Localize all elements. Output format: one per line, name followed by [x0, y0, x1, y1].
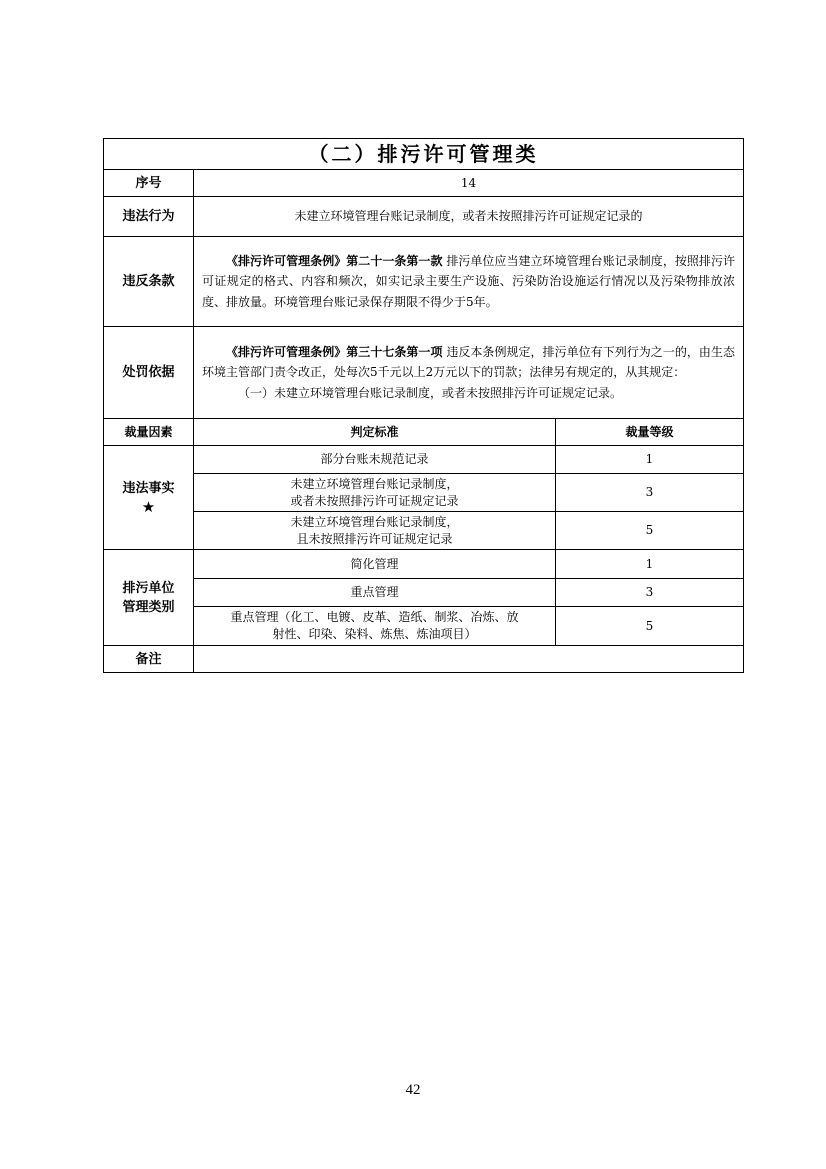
facts-level-3: 5 [556, 512, 744, 550]
criteria-header: 判定标准 [194, 419, 556, 446]
facts-criteria-1 [194, 446, 556, 474]
facts-criteria-2-line-2: 或者未按照排污许可证规定记录 [290, 493, 459, 508]
category-criteria-3-line-2: 射性、印染、染料、炼焦、炼油项目） [272, 627, 477, 641]
remarks-value [194, 646, 744, 673]
category-criteria-1-line-1: 简化管理 [350, 556, 399, 571]
violated-clause-text [194, 237, 744, 327]
category-level-1: 1 [556, 550, 744, 579]
violated-clause-body: 排污单位应当建立环境管理台账记录制度，按照排污许可证规定的格式、内容和频次，如实记录主要生产设施、污染防治设施运行情况以及污染物排放浓度、排放量。环境管理台账记录保存期限不得少于5年。 [202, 253, 735, 309]
category-criteria-2-line-1: 重点管理 [350, 585, 399, 599]
facts-criteria-3 [194, 512, 556, 550]
facts-criteria-2 [194, 474, 556, 512]
remarks-label: 备注 [104, 646, 194, 673]
category-level-3: 5 [556, 607, 744, 646]
category-criteria-3-line-1: 重点管理（化工、电镀、皮革、造纸、制浆、冶炼、放 [230, 610, 519, 624]
category-label-line-1: 排污单位 [122, 580, 175, 596]
facts-level-2: 3 [556, 474, 744, 512]
category-criteria-2 [194, 579, 556, 607]
illegal-act-label: 违法行为 [104, 197, 194, 237]
category-level-2: 3 [556, 579, 744, 607]
penalty-basis-text [194, 327, 744, 419]
factor-header: 裁量因素 [104, 419, 194, 446]
penalty-basis-label: 处罚依据 [104, 327, 194, 419]
page-number: 42 [405, 1082, 421, 1098]
facts-criteria-3-line-1: 未建立环境管理台账记录制度， [290, 514, 459, 529]
penalty-basis-body: 违反本条例规定，排污单位有下列行为之一的，由生态环境主管部门责令改正，处每次5千元以上2万元以下的罚款；法律另有规定的，从其规定： [202, 344, 735, 380]
level-header: 裁量等级 [556, 419, 744, 446]
table-title: （二）排污许可管理类 [104, 139, 744, 170]
facts-label [104, 446, 194, 550]
illegal-act-value: 未建立环境管理台账记录制度，或者未按照排污许可证规定记录的 [194, 197, 744, 237]
facts-level-1: 1 [556, 446, 744, 474]
category-label [104, 550, 194, 646]
star-icon: ★ [141, 497, 156, 516]
penalty-discretion-table [103, 138, 744, 673]
facts-label-text: 违法事实 [122, 480, 175, 496]
seq-label: 序号 [104, 170, 194, 197]
penalty-basis-ref: 《排污许可管理条例》第三十七条第一项 [226, 344, 443, 359]
category-criteria-3 [194, 607, 556, 646]
seq-value: 14 [194, 170, 744, 197]
facts-criteria-1-line-1: 部分台账未规范记录 [320, 452, 429, 466]
violated-clause-label: 违反条款 [104, 237, 194, 327]
penalty-basis-item: （一）未建立环境管理台账记录制度，或者未按照排污许可证规定记录。 [238, 385, 623, 400]
category-criteria-1 [194, 550, 556, 579]
category-label-line-2: 管理类别 [122, 599, 175, 615]
facts-criteria-3-line-2: 且未按照排污许可证规定记录 [296, 531, 453, 546]
violated-clause-ref: 《排污许可管理条例》第二十一条第一款 [226, 253, 443, 268]
facts-criteria-2-line-1: 未建立环境管理台账记录制度， [290, 476, 459, 491]
